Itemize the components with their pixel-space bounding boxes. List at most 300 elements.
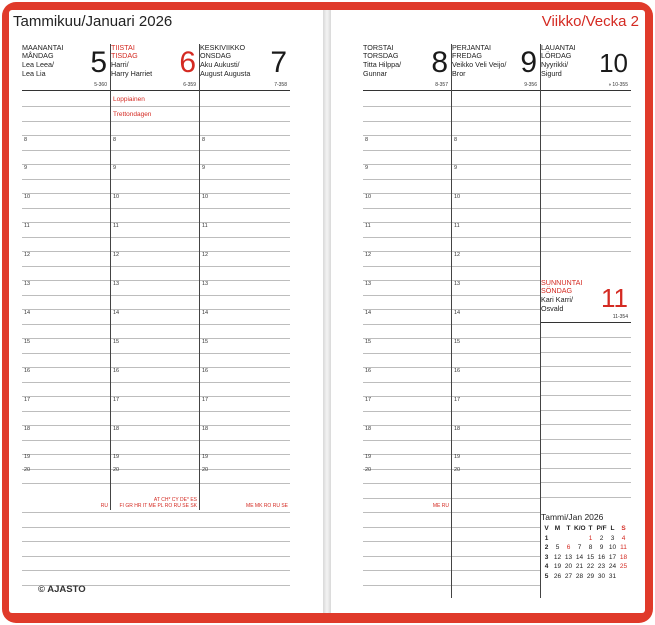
ruled-line — [22, 106, 110, 107]
mini-calendar-date: 30 — [597, 572, 606, 580]
name-day: Bror — [452, 68, 466, 78]
hour-label: 18 — [202, 426, 209, 432]
mini-calendar-date: 31 — [608, 572, 617, 580]
ruled-line — [541, 121, 631, 122]
ruled-line — [200, 483, 290, 484]
ruled-line — [22, 367, 110, 368]
ruled-line — [22, 179, 110, 180]
ruled-line — [452, 382, 540, 383]
mini-calendar-date: 2 — [599, 534, 604, 542]
ruled-line — [541, 193, 631, 194]
ruled-line — [200, 193, 290, 194]
ruled-line — [111, 164, 199, 165]
ruled-line — [452, 295, 540, 296]
mini-calendar-week-number: 1 — [544, 534, 549, 542]
day-names-block — [452, 44, 506, 78]
mini-calendar-date: 17 — [608, 553, 617, 561]
day-number: 10 — [599, 48, 628, 78]
hour-label: 10 — [365, 194, 372, 200]
ruled-line — [22, 469, 110, 470]
ruled-line — [111, 150, 199, 151]
hour-label: 13 — [113, 281, 120, 287]
hour-label: 11 — [454, 223, 460, 229]
holiday-countries-thu: ME RU — [432, 503, 449, 509]
ruled-line — [111, 367, 199, 368]
day-number: 6 — [179, 46, 196, 79]
ruled-line — [541, 424, 631, 425]
mini-calendar-date: 8 — [588, 544, 593, 551]
hour-label: 14 — [454, 310, 461, 316]
ruled-line — [452, 280, 540, 281]
hour-label: 15 — [365, 339, 372, 345]
mini-calendar-date: 15 — [586, 553, 595, 561]
ruled-line — [452, 237, 540, 238]
ruled-line — [452, 541, 540, 542]
weekday-sv: TISDAG — [111, 51, 138, 61]
day-names-block — [541, 279, 582, 313]
name-days — [541, 61, 576, 77]
ruled-line — [111, 382, 199, 383]
hour-label: 10 — [202, 194, 209, 200]
ruled-line — [111, 396, 199, 397]
weekday-fi: PERJANTAI — [452, 43, 492, 52]
hour-label: 17 — [24, 397, 31, 403]
ruled-line — [111, 338, 199, 339]
hour-label: 17 — [365, 397, 372, 403]
name-day: Harri/ — [111, 60, 129, 70]
ruled-line — [363, 266, 451, 267]
name-day: Kari Karri/ — [541, 295, 573, 305]
ruled-line — [541, 150, 631, 151]
ruled-line — [363, 280, 451, 281]
mini-calendar-header: V — [544, 525, 549, 532]
mini-calendar-date: 24 — [608, 563, 617, 570]
ruled-line — [452, 396, 540, 397]
ruled-line — [363, 498, 451, 499]
name-day: Harry Harriet — [111, 68, 153, 78]
ruled-line — [200, 251, 290, 252]
weekday-sv: LÖRDAG — [541, 51, 572, 61]
day-header — [363, 44, 451, 91]
notes-line — [22, 541, 290, 542]
hour-label: 15 — [454, 339, 461, 345]
mini-calendar-date — [618, 572, 629, 582]
hour-label: 16 — [113, 368, 120, 374]
ruled-line — [363, 121, 451, 122]
hour-label: 14 — [365, 310, 372, 316]
ruled-line — [452, 106, 540, 107]
hour-label: 19 — [365, 454, 372, 460]
ruled-line — [111, 483, 199, 484]
ruled-line — [452, 135, 540, 136]
day-header — [452, 44, 540, 91]
day-of-year-code: 11-354 — [612, 314, 628, 320]
ruled-line — [22, 440, 110, 441]
ruled-line — [363, 570, 451, 571]
hour-label: 18 — [365, 426, 372, 432]
day-of-year-code: 8-357 — [435, 82, 448, 88]
ruled-line — [541, 453, 631, 454]
ruled-line — [363, 106, 451, 107]
ruled-line — [452, 512, 540, 513]
name-day: Lea Lia — [22, 68, 46, 78]
day-names-block — [111, 44, 152, 78]
holiday-sv: Trettondagen — [113, 111, 152, 118]
ruled-line — [452, 251, 540, 252]
ruled-line — [200, 309, 290, 310]
name-day: Lea Leea/ — [22, 60, 54, 70]
ruled-line — [111, 469, 199, 470]
mini-calendar-date — [563, 534, 574, 544]
ruled-line — [200, 454, 290, 455]
ruled-line — [200, 164, 290, 165]
hour-label: 16 — [365, 368, 372, 374]
hour-label: 11 — [24, 223, 30, 229]
mini-calendar-date: 19 — [553, 563, 562, 570]
name-day: Aku Aukusti/ — [200, 60, 240, 70]
ruled-line — [22, 382, 110, 383]
name-day: Titta Hilppa/ — [363, 60, 402, 70]
weekday-fi: TORSTAI — [363, 43, 394, 52]
holiday-countries-wed: ME MK RO RU SE — [246, 503, 288, 509]
hour-label: 19 — [454, 454, 461, 460]
mini-calendar-date: 20 — [564, 563, 573, 570]
name-day: Nyyrikki/ — [541, 60, 569, 70]
ruled-line — [363, 585, 451, 586]
day-number: 9 — [520, 46, 537, 79]
hour-label: 8 — [113, 137, 117, 143]
hour-label: 11 — [113, 223, 119, 229]
weekday-sv: ONSDAG — [200, 51, 232, 61]
weekday-fi: SUNNUNTAI — [541, 278, 583, 287]
ruled-line — [22, 150, 110, 151]
mini-calendar-date: 22 — [586, 563, 595, 570]
book-gutter — [323, 10, 331, 613]
ruled-line — [200, 150, 290, 151]
ajasto-logo: © AJASTO — [38, 584, 86, 595]
hour-label: 9 — [365, 165, 369, 171]
day-of-year-code: 5-360 — [94, 82, 107, 88]
ruled-line — [452, 411, 540, 412]
ruled-line — [541, 106, 631, 107]
ruled-line — [111, 135, 199, 136]
mini-calendar-date: 13 — [564, 553, 573, 561]
ruled-line — [541, 237, 631, 238]
ruled-line — [363, 440, 451, 441]
week-title: Viikko/Vecka 2 — [541, 13, 639, 30]
ruled-line — [452, 309, 540, 310]
ruled-line — [452, 353, 540, 354]
mini-calendar-date: 25 — [619, 563, 628, 570]
ruled-line — [111, 454, 199, 455]
hour-label: 12 — [454, 252, 461, 258]
hour-label: 8 — [24, 137, 28, 143]
ruled-line — [452, 222, 540, 223]
ruled-line — [200, 179, 290, 180]
ruled-line — [111, 440, 199, 441]
holiday-countries-mon: RU — [100, 503, 108, 509]
mini-calendar-date: 6 — [566, 544, 571, 551]
day-names-block — [22, 44, 63, 78]
ruled-line — [111, 295, 199, 296]
notes-line — [22, 556, 290, 557]
ruled-line — [22, 324, 110, 325]
notes-line — [22, 570, 290, 571]
name-day: Gunnar — [363, 68, 387, 78]
ruled-line — [22, 411, 110, 412]
day-number: 5 — [90, 46, 107, 79]
ruled-line — [363, 541, 451, 542]
ruled-line — [452, 193, 540, 194]
ruled-line — [363, 338, 451, 339]
hour-label: 19 — [202, 454, 209, 460]
day-names-block — [200, 44, 250, 78]
day-names-block — [541, 44, 576, 78]
column-separator — [451, 44, 452, 598]
ruled-line — [452, 150, 540, 151]
day-header — [541, 44, 631, 91]
ruled-line — [541, 337, 631, 338]
ruled-line — [541, 251, 631, 252]
ruled-line — [22, 309, 110, 310]
column-separator — [199, 44, 200, 510]
mini-calendar — [541, 512, 631, 581]
name-days — [452, 61, 506, 77]
ruled-line — [541, 164, 631, 165]
hour-label: 20 — [202, 467, 209, 473]
mini-calendar-header: K/O — [574, 525, 586, 532]
ruled-line — [452, 527, 540, 528]
ruled-line — [363, 512, 451, 513]
ruled-line — [22, 396, 110, 397]
hour-label: 17 — [202, 397, 209, 403]
mini-calendar-header: T — [566, 525, 571, 532]
ruled-line — [452, 367, 540, 368]
weekday-sv: SÖNDAG — [541, 286, 573, 296]
day-of-year-code: ◑ 10-355 — [608, 82, 628, 88]
holiday-fi: Loppiainen — [113, 96, 145, 103]
ruled-line — [111, 106, 199, 107]
hour-label: 14 — [113, 310, 120, 316]
ruled-line — [111, 411, 199, 412]
ruled-line — [200, 280, 290, 281]
day-number: 8 — [431, 46, 448, 79]
hour-label: 17 — [454, 397, 461, 403]
ruled-line — [452, 324, 540, 325]
ruled-line — [452, 469, 540, 470]
ruled-line — [22, 237, 110, 238]
mini-calendar-date: 5 — [555, 544, 560, 551]
mini-calendar-header: S — [621, 525, 626, 532]
ruled-line — [363, 367, 451, 368]
ruled-line — [452, 164, 540, 165]
ruled-line — [111, 353, 199, 354]
ruled-line — [111, 280, 199, 281]
ruled-line — [363, 382, 451, 383]
weekday-fi: KESKIVIIKKO — [200, 43, 246, 52]
hour-label: 18 — [24, 426, 31, 432]
ruled-line — [200, 324, 290, 325]
day-header — [111, 44, 199, 91]
day-of-year-code: 6-359 — [183, 82, 196, 88]
mini-calendar-week-number: 3 — [544, 553, 549, 561]
day-number: 11 — [601, 283, 628, 313]
ruled-line — [200, 222, 290, 223]
mini-calendar-date: 29 — [586, 572, 595, 580]
mini-calendar-header: T — [588, 525, 593, 532]
ruled-line — [363, 324, 451, 325]
ruled-line — [363, 469, 451, 470]
mini-calendar-date: 1 — [588, 534, 593, 542]
month-title: Tammikuu/Januari 2026 — [13, 13, 173, 30]
ruled-line — [22, 295, 110, 296]
mini-calendar-week-number: 5 — [544, 572, 549, 580]
hour-label: 9 — [24, 165, 28, 171]
ruled-line — [363, 483, 451, 484]
ruled-line — [200, 106, 290, 107]
ruled-line — [452, 585, 540, 586]
ruled-line — [22, 454, 110, 455]
name-days — [111, 61, 152, 77]
ruled-line — [200, 353, 290, 354]
mini-calendar-date: 9 — [599, 544, 604, 551]
ruled-line — [111, 237, 199, 238]
mini-calendar-date: 14 — [575, 553, 584, 561]
ruled-line — [363, 411, 451, 412]
ruled-line — [541, 352, 631, 353]
ruled-line — [363, 353, 451, 354]
day-of-year-code: 9-356 — [524, 82, 537, 88]
mini-calendar-date: 26 — [553, 572, 562, 580]
ruled-line — [363, 208, 451, 209]
ruled-line — [200, 367, 290, 368]
mini-calendar-date: 12 — [553, 553, 562, 561]
ruled-line — [200, 208, 290, 209]
day-names-block — [363, 44, 401, 78]
ruled-line — [363, 135, 451, 136]
ruled-line — [200, 469, 290, 470]
ruled-line — [541, 179, 631, 180]
mini-calendar-date: 4 — [621, 534, 626, 542]
ruled-line — [452, 208, 540, 209]
hour-label: 10 — [454, 194, 461, 200]
hour-label: 20 — [113, 467, 120, 473]
mini-calendar-date: 3 — [610, 534, 615, 542]
mini-calendar-header: M — [554, 525, 561, 532]
weekday-sv: FREDAG — [452, 51, 482, 61]
weekday-sv: MÅNDAG — [22, 51, 54, 61]
ruled-line — [363, 425, 451, 426]
hour-label: 16 — [202, 368, 209, 374]
hour-label: 9 — [113, 165, 117, 171]
mini-calendar-week-number: 4 — [544, 563, 549, 570]
ruled-line — [541, 482, 631, 483]
hour-label: 12 — [202, 252, 209, 258]
ruled-line — [541, 366, 631, 367]
mini-calendar-header: L — [610, 525, 615, 532]
ruled-line — [22, 425, 110, 426]
hour-label: 11 — [365, 223, 371, 229]
ruled-line — [111, 251, 199, 252]
hour-label: 15 — [113, 339, 120, 345]
mini-calendar-date: 18 — [619, 553, 628, 561]
hour-label: 13 — [202, 281, 209, 287]
ruled-line — [111, 193, 199, 194]
ruled-line — [363, 150, 451, 151]
ruled-line — [22, 353, 110, 354]
ruled-line — [363, 222, 451, 223]
ruled-line — [200, 411, 290, 412]
ruled-line — [200, 440, 290, 441]
ruled-line — [541, 497, 631, 498]
ruled-line — [111, 179, 199, 180]
ruled-line — [200, 396, 290, 397]
hour-label: 12 — [24, 252, 31, 258]
mini-calendar-date: 21 — [575, 563, 584, 570]
hour-label: 9 — [202, 165, 206, 171]
notes-line — [22, 527, 290, 528]
left-page — [9, 10, 325, 613]
ruled-line — [111, 309, 199, 310]
ruled-line — [541, 381, 631, 382]
ruled-line — [200, 266, 290, 267]
hour-label: 15 — [24, 339, 31, 345]
ruled-line — [452, 454, 540, 455]
name-days — [541, 296, 582, 312]
mini-calendar-date — [574, 534, 585, 544]
ruled-line — [22, 135, 110, 136]
name-day: Veikko Veli Veijo/ — [452, 60, 507, 70]
hour-label: 20 — [454, 467, 461, 473]
ruled-line — [200, 338, 290, 339]
ruled-line — [22, 266, 110, 267]
hour-label: 8 — [365, 137, 369, 143]
hour-label: 16 — [24, 368, 31, 374]
mini-calendar-date: 27 — [564, 572, 573, 580]
ruled-line — [22, 164, 110, 165]
mini-calendar-date: 28 — [575, 572, 584, 580]
ruled-line — [452, 266, 540, 267]
mini-calendar-header: P/F — [596, 525, 607, 532]
hour-label: 12 — [365, 252, 372, 258]
name-day: Sigurd — [541, 68, 562, 78]
hour-label: 10 — [113, 194, 120, 200]
hour-label: 18 — [113, 426, 120, 432]
mini-calendar-date — [552, 534, 563, 544]
ruled-line — [452, 338, 540, 339]
weekday-fi: LAUANTAI — [541, 43, 576, 52]
ruled-line — [22, 222, 110, 223]
ruled-line — [541, 395, 631, 396]
weekday-sv: TORSDAG — [363, 51, 399, 61]
ruled-line — [111, 425, 199, 426]
column-separator — [110, 44, 111, 510]
hour-label: 10 — [24, 194, 31, 200]
hour-label: 20 — [365, 467, 372, 473]
ruled-line — [22, 121, 110, 122]
ruled-line — [452, 425, 540, 426]
mini-calendar-date: 23 — [597, 563, 606, 570]
ruled-line — [541, 135, 631, 136]
ruled-line — [111, 121, 199, 122]
ruled-line — [541, 439, 631, 440]
ruled-line — [452, 483, 540, 484]
ruled-line — [541, 468, 631, 469]
hour-label: 19 — [113, 454, 120, 460]
ruled-line — [452, 179, 540, 180]
ruled-line — [541, 208, 631, 209]
ruled-line — [363, 193, 451, 194]
